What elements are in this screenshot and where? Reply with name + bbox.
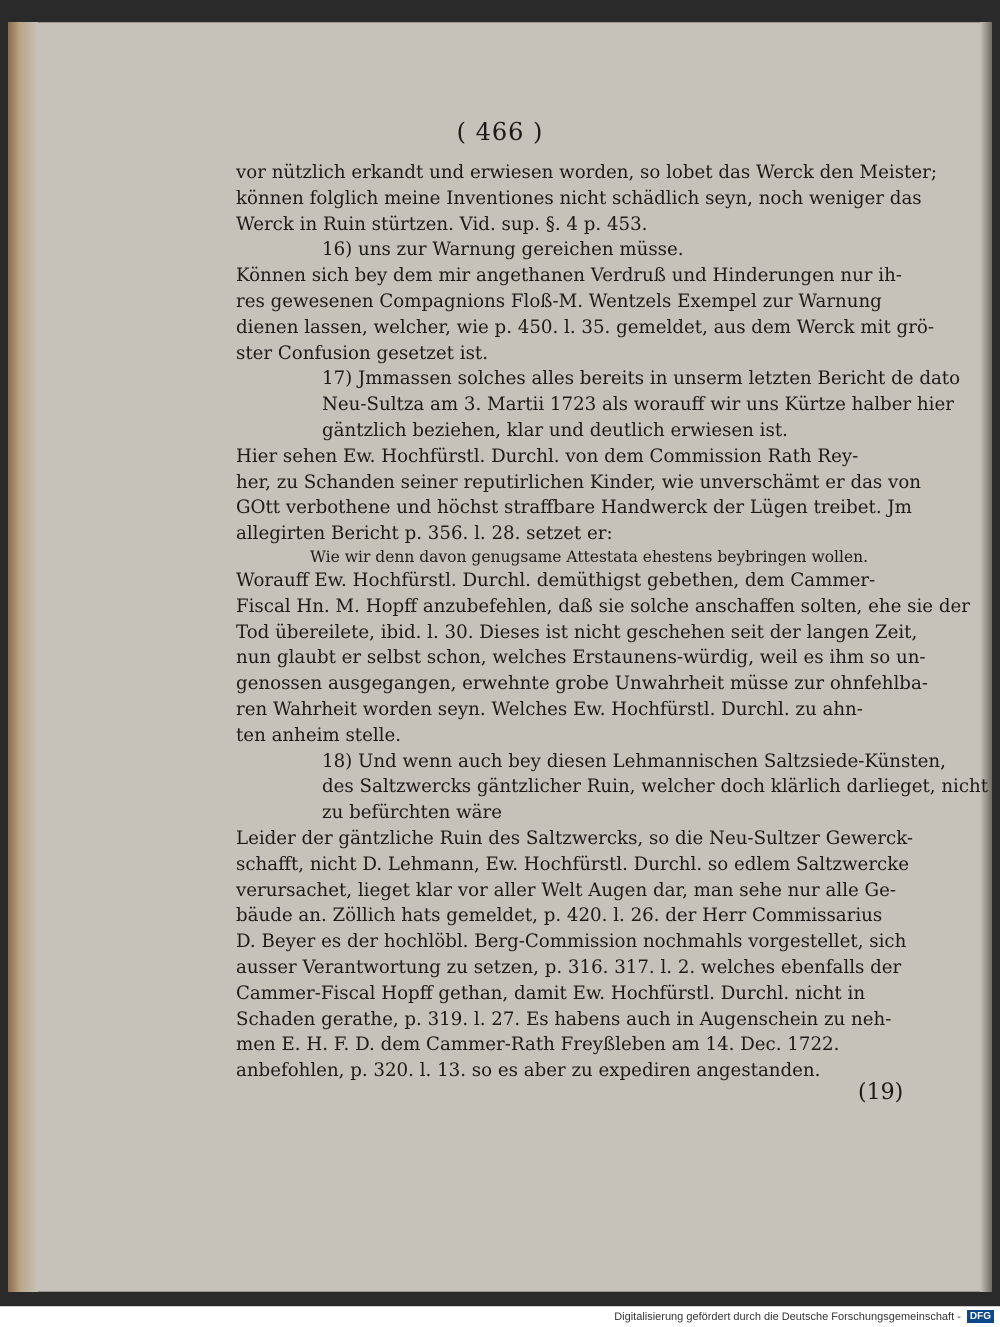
text-line: GOtt verbothene und höchst straffbare Handwerck der Lügen treibet. Jm (236, 497, 912, 519)
text-line: Cammer-Fiscal Hopff gethan, damit Ew. Hochfürstl. Durchl. nicht in (236, 982, 866, 1004)
text-line: nun glaubt er selbst schon, welches Erstaunens-würdig, weil es ihm so un- (236, 647, 926, 669)
text-line: ren Wahrheit worden seyn. Welches Ew. Hochfürstl. Durchl. zu ahn- (236, 698, 863, 720)
text-line: Fiscal Hn. M. Hopff anzubefehlen, daß sie solche anschaffen solten, ehe sie der (236, 595, 970, 617)
text-line: Hier sehen Ew. Hochfürstl. Durchl. von dem Commission Rath Rey- (236, 445, 859, 467)
footer-bar (0, 1306, 1000, 1327)
section-heading-17: 17) Jmmassen solches alles bereits in unserm letzten Bericht de dato (322, 368, 961, 390)
quoted-line: Wie wir denn davon genugsame Attestata ehestens beybringen wollen. (310, 547, 869, 566)
section-heading-18: 18) Und wenn auch bey diesen Lehmannischen Saltzsiede-Künsten, (322, 750, 946, 772)
text-line: zu befürchten wäre (322, 802, 502, 824)
text-line: gäntzlich beziehen, klar und deutlich erwiesen ist. (322, 419, 788, 441)
footer-credit: Digitalisierung gefördert durch die Deutsche Forschungsgemeinschaft - (614, 1311, 961, 1323)
text-line: Werck in Ruin stürtzen. Vid. sup. §. 4 p. 453. (236, 213, 648, 235)
text-line: bäude an. Zöllich hats gemeldet, p. 420. l. 26. der Herr Commissarius (236, 905, 883, 927)
page-number-header: ( 466 ) (456, 118, 544, 146)
text-line: Tod übereilete, ibid. l. 30. Dieses ist nicht geschehen seit der langen Zeit, (236, 621, 918, 643)
signature-mark: (19) (858, 1080, 904, 1105)
section-heading-16: 16) uns zur Warnung gereichen müsse. (322, 239, 684, 261)
text-line: ten anheim stelle. (236, 724, 402, 746)
text-line: ster Confusion gesetzet ist. (236, 342, 488, 364)
text-line: des Saltzwercks gäntzlicher Ruin, welcher doch klärlich darlieget, nicht (322, 776, 989, 798)
text-line: her, zu Schanden seiner reputirlichen Kinder, wie unverschämt er das von (236, 471, 921, 493)
text-line: Leider der gäntzliche Ruin des Saltzwercks, so die Neu-Sultzer Gewerck- (236, 827, 914, 849)
text-line: schafft, nicht D. Lehmann, Ew. Hochfürstl. Durchl. so edlem Saltzwercke (236, 853, 909, 875)
text-line: ausser Verantwortung zu setzen, p. 316. 317. l. 2. welches ebenfalls der (236, 956, 902, 978)
text-line: Worauff Ew. Hochfürstl. Durchl. demüthigst gebethen, dem Cammer- (236, 569, 876, 591)
page-right-edge (980, 22, 992, 1292)
text-line: res gewesenen Compagnions Floß-M. Wentzels Exempel zur Warnung (236, 290, 882, 312)
text-line: dienen lassen, welcher, wie p. 450. l. 35. gemeldet, aus dem Werck mit grö- (236, 316, 934, 338)
text-line: können folglich meine Inventiones nicht schädlich seyn, noch weniger das (236, 187, 922, 209)
page-text (236, 160, 989, 1084)
text-line: Können sich bey dem mir angethanen Verdruß und Hinderungen nur ih- (236, 265, 902, 287)
dfg-logo-icon: DFG (967, 1310, 994, 1323)
text-line: genossen ausgegangen, erwehnte grobe Unwahrheit müsse zur ohnfehlba- (236, 673, 928, 695)
text-line: men E. H. F. D. dem Cammer-Rath Freyßleben am 14. Dec. 1722. (236, 1034, 840, 1056)
text-line: allegirten Bericht p. 356. l. 28. setzet er: (236, 523, 613, 545)
text-line: D. Beyer es der hochlöbl. Berg-Commission nochmahls vorgestellet, sich (236, 931, 907, 953)
text-line: vor nützlich erkandt und erwiesen worden, so lobet das Werck den Meister; (236, 162, 937, 183)
page-spine-edge (8, 22, 38, 1292)
text-line: verursachet, lieget klar vor aller Welt Augen dar, man sehe nur alle Ge- (236, 879, 896, 901)
text-line: anbefohlen, p. 320. l. 13. so es aber zu expediren angestanden. (236, 1060, 821, 1082)
text-line: Neu-Sultza am 3. Martii 1723 als worauff wir uns Kürtze halber hier (322, 394, 954, 416)
text-line: Schaden gerathe, p. 319. l. 27. Es habens auch in Augenschein zu neh- (236, 1008, 892, 1030)
